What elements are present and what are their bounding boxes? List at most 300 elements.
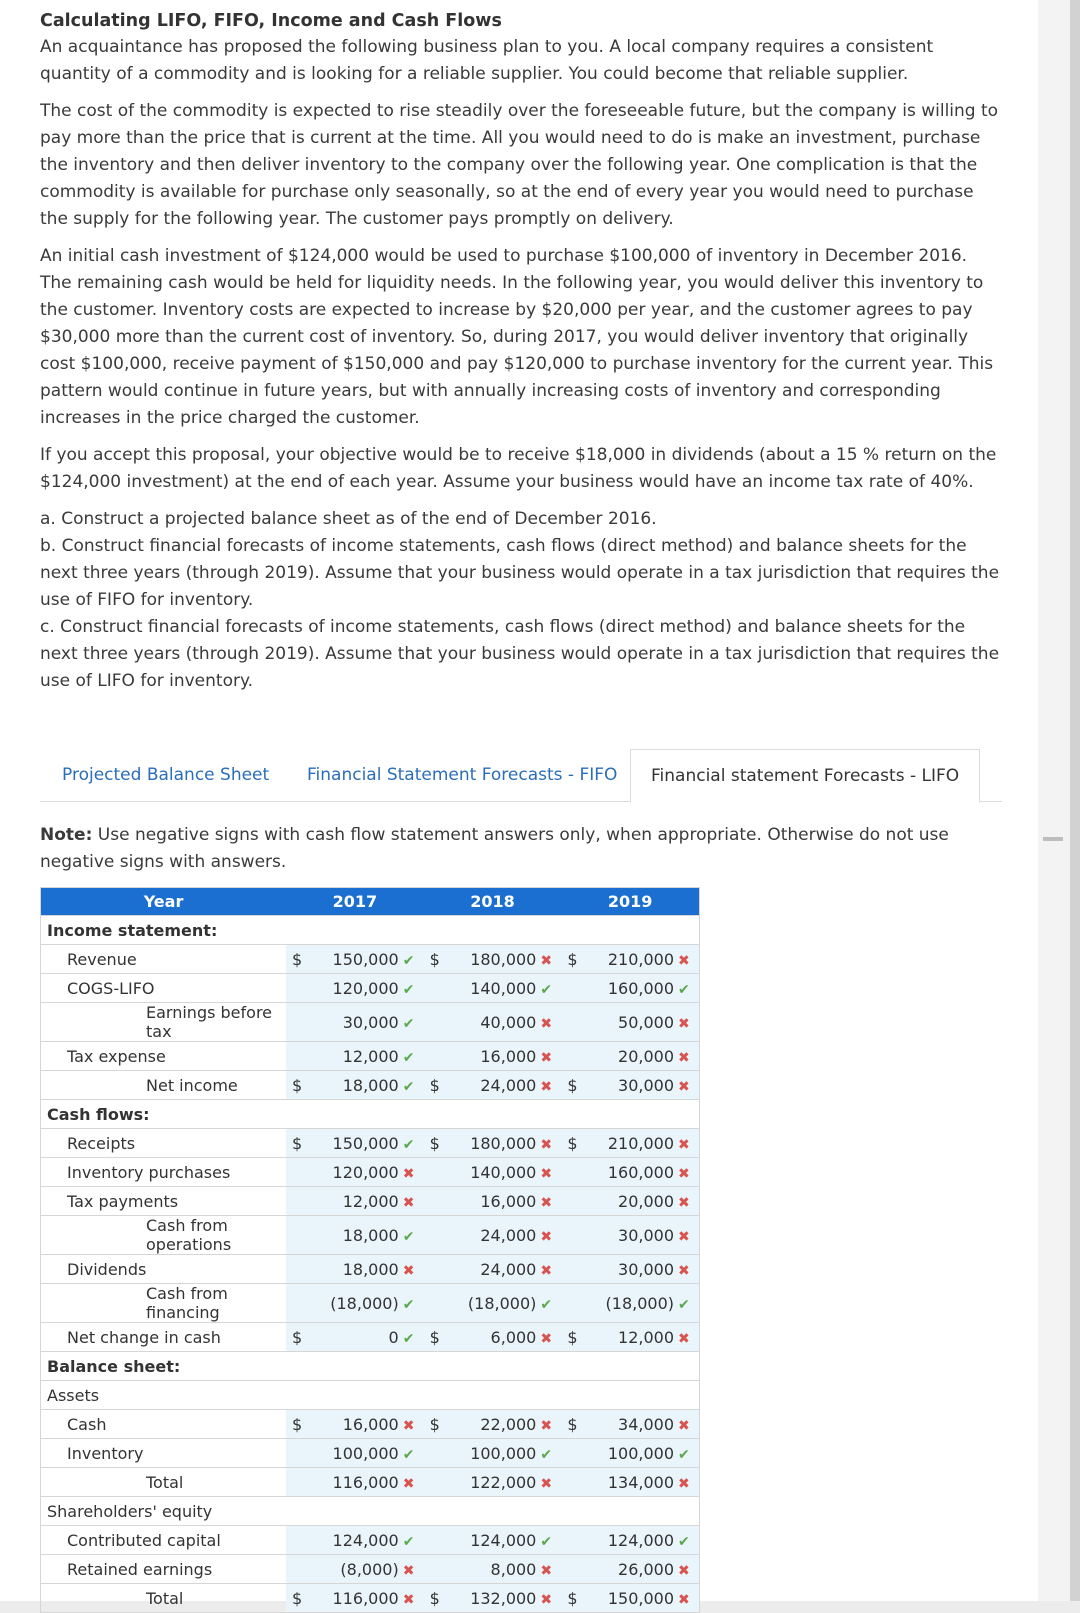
dollar-sign — [561, 974, 585, 1003]
incorrect-mark: ✖ — [678, 1015, 690, 1032]
incorrect-mark: ✖ — [402, 1475, 415, 1492]
cross-icon — [536, 1129, 561, 1158]
header-year-label: Year — [41, 888, 287, 916]
correct-mark: ✔ — [540, 1533, 553, 1550]
cross-icon — [674, 1410, 700, 1439]
row-label: Cash from operations — [41, 1216, 287, 1255]
incorrect-mark: ✖ — [540, 952, 553, 969]
answer-input[interactable]: 132,000 — [448, 1584, 537, 1613]
answer-input[interactable]: 160,000 — [585, 1158, 674, 1187]
table-row — [41, 1158, 700, 1187]
incorrect-mark: ✖ — [540, 1194, 553, 1211]
cross-icon — [399, 1584, 424, 1613]
check-icon — [399, 1526, 424, 1555]
dollar-sign: $ — [561, 1129, 585, 1158]
row-label: Contributed capital — [41, 1526, 287, 1555]
answer-input[interactable]: 140,000 — [448, 974, 537, 1003]
dollar-sign: $ — [424, 1410, 448, 1439]
row-label: COGS-LIFO — [41, 974, 287, 1003]
incorrect-mark: ✖ — [678, 1262, 690, 1279]
empty-cell — [448, 1497, 537, 1526]
row-label: Total — [41, 1468, 287, 1497]
check-icon — [536, 1526, 561, 1555]
correct-mark: ✔ — [678, 981, 690, 998]
dollar-sign: $ — [286, 1129, 310, 1158]
empty-cell — [286, 1100, 310, 1129]
answer-input[interactable]: 18,000 — [310, 1216, 399, 1255]
cross-icon — [536, 1003, 561, 1042]
incorrect-mark: ✖ — [540, 1228, 553, 1245]
table-row — [41, 1468, 700, 1497]
tab-forecasts-lifo[interactable]: Financial statement Forecasts - LIFO — [630, 749, 980, 803]
correct-mark: ✔ — [402, 1078, 415, 1095]
answer-input[interactable]: 0 — [310, 1323, 399, 1352]
cross-icon — [674, 1042, 700, 1071]
cross-icon — [536, 1410, 561, 1439]
header-year-2018: 2018 — [424, 888, 562, 916]
cross-icon — [674, 1216, 700, 1255]
answer-input[interactable]: 180,000 — [448, 1129, 537, 1158]
cross-icon — [399, 1158, 424, 1187]
table-row — [41, 916, 700, 945]
answer-input[interactable]: 20,000 — [585, 1187, 674, 1216]
cross-icon — [674, 1187, 700, 1216]
empty-cell — [536, 1381, 561, 1410]
incorrect-mark: ✖ — [402, 1262, 415, 1279]
table-row — [41, 1255, 700, 1284]
empty-cell — [310, 1352, 399, 1381]
dollar-sign: $ — [286, 1071, 310, 1100]
table-row — [41, 1003, 700, 1042]
answer-input[interactable]: 210,000 — [585, 1129, 674, 1158]
answer-input[interactable]: 34,000 — [585, 1410, 674, 1439]
dollar-sign — [286, 1255, 310, 1284]
cross-icon — [536, 1468, 561, 1497]
dollar-sign — [424, 974, 448, 1003]
tab-projected-balance-sheet[interactable]: Projected Balance Sheet — [62, 765, 270, 785]
incorrect-mark: ✖ — [402, 1591, 415, 1608]
incorrect-mark: ✖ — [678, 1562, 690, 1579]
empty-cell — [536, 1497, 561, 1526]
check-icon — [399, 1216, 424, 1255]
cross-icon — [674, 1158, 700, 1187]
empty-cell — [561, 1497, 585, 1526]
answer-input[interactable]: 24,000 — [448, 1255, 537, 1284]
empty-cell — [674, 1352, 700, 1381]
table-row — [41, 1439, 700, 1468]
empty-cell — [536, 1352, 561, 1381]
incorrect-mark: ✖ — [540, 1165, 553, 1182]
answer-input[interactable]: 150,000 — [310, 945, 399, 974]
cross-icon — [399, 1410, 424, 1439]
answer-input[interactable]: 24,000 — [448, 1216, 537, 1255]
check-icon — [399, 1129, 424, 1158]
check-icon — [674, 974, 700, 1003]
paragraph-4: If you accept this proposal, your objective would be to receive $18,000 in dividends (about a 15 % return on the $124,000 investment) at the end of each year. Assume your business would have an income tax rate of 40%. — [40, 445, 997, 492]
answer-input[interactable]: 26,000 — [585, 1555, 674, 1584]
cross-icon — [536, 1216, 561, 1255]
instruction-a: a. Construct a projected balance sheet as of the end of December 2016. — [40, 509, 657, 529]
table-row — [41, 1497, 700, 1526]
answer-input[interactable]: 30,000 — [585, 1216, 674, 1255]
dollar-sign — [561, 1555, 585, 1584]
dollar-sign — [286, 1468, 310, 1497]
dollar-sign — [424, 1216, 448, 1255]
empty-cell — [674, 1497, 700, 1526]
table-row — [41, 1071, 700, 1100]
answer-input[interactable]: 8,000 — [448, 1555, 537, 1584]
answer-input[interactable]: 140,000 — [448, 1158, 537, 1187]
empty-cell — [585, 916, 674, 945]
incorrect-mark: ✖ — [402, 1562, 415, 1579]
dollar-sign — [561, 1526, 585, 1555]
instruction-c: c. Construct financial forecasts of income statements, cash flows (direct method) and balance sheets for the next three years (through 2019). Assume that your business would operate in a tax jurisdiction that requires the use of LIFO for inventory. — [40, 617, 1000, 691]
answer-input[interactable]: 124,000 — [448, 1526, 537, 1555]
empty-cell — [585, 1381, 674, 1410]
correct-mark: ✔ — [540, 1446, 553, 1463]
empty-cell — [536, 1100, 561, 1129]
check-icon — [399, 1003, 424, 1042]
empty-cell — [310, 916, 399, 945]
answer-input[interactable]: 18,000 — [310, 1255, 399, 1284]
incorrect-mark: ✖ — [540, 1562, 553, 1579]
cross-icon — [536, 1584, 561, 1613]
empty-cell — [561, 916, 585, 945]
dollar-sign — [561, 1284, 585, 1323]
answer-input[interactable]: 16,000 — [448, 1187, 537, 1216]
cross-icon — [399, 1255, 424, 1284]
tab-forecasts-fifo[interactable]: Financial Statement Forecasts - FIFO — [307, 765, 618, 785]
table-row — [41, 1100, 700, 1129]
empty-cell — [286, 1497, 310, 1526]
answer-input[interactable]: 134,000 — [585, 1468, 674, 1497]
dollar-sign — [286, 1526, 310, 1555]
table-row — [41, 1381, 700, 1410]
incorrect-mark: ✖ — [678, 952, 690, 969]
question-body — [40, 8, 1000, 695]
correct-mark: ✔ — [402, 1049, 415, 1066]
incorrect-mark: ✖ — [678, 1591, 690, 1608]
correct-mark: ✔ — [678, 1296, 690, 1313]
dollar-sign — [286, 1042, 310, 1071]
correct-mark: ✔ — [402, 1228, 415, 1245]
row-label: Total — [41, 1584, 287, 1613]
answer-input[interactable]: 24,000 — [448, 1071, 537, 1100]
dollar-sign: $ — [286, 1410, 310, 1439]
correct-mark: ✔ — [402, 952, 415, 969]
answer-input[interactable]: 30,000 — [585, 1071, 674, 1100]
empty-cell — [424, 1352, 448, 1381]
note-text: Use negative signs with cash flow statement answers only, when appropriate. Otherwise do not use negative signs with answers. — [40, 825, 949, 872]
check-icon — [399, 1071, 424, 1100]
correct-mark: ✔ — [402, 1136, 415, 1153]
dollar-sign: $ — [561, 1323, 585, 1352]
check-icon — [399, 1042, 424, 1071]
correct-mark: ✔ — [402, 1296, 415, 1313]
answer-input[interactable]: 150,000 — [585, 1584, 674, 1613]
table-row — [41, 1352, 700, 1381]
empty-cell — [448, 1100, 537, 1129]
correct-mark: ✔ — [540, 1296, 553, 1313]
row-label: Assets — [41, 1381, 287, 1410]
empty-cell — [448, 916, 537, 945]
cross-icon — [536, 1255, 561, 1284]
answer-input[interactable]: 20,000 — [585, 1042, 674, 1071]
empty-cell — [399, 916, 424, 945]
dollar-sign: $ — [424, 1071, 448, 1100]
incorrect-mark: ✖ — [540, 1015, 553, 1032]
row-label: Cash — [41, 1410, 287, 1439]
dollar-sign — [424, 1468, 448, 1497]
paragraph-2: The cost of the commodity is expected to rise steadily over the foreseeable future, but the company is willing to pay more than the price that is current at the time. All you would need to do is make an investment, purchase the inventory and then deliver inventory to the company over the following year. One complication is that the commodity is available for purchase only seasonally, so at the end of every year you would need to purchase the supply for the following year. The customer pays promptly on delivery. — [40, 101, 999, 229]
incorrect-mark: ✖ — [540, 1078, 553, 1095]
instruction-b: b. Construct financial forecasts of income statements, cash flows (direct method) and balance sheets for the next three years (through 2019). Assume that your business would operate in a tax jurisdiction that requires the use of FIFO for inventory. — [40, 536, 1000, 610]
check-icon — [536, 1439, 561, 1468]
check-icon — [536, 1284, 561, 1323]
row-label: Net change in cash — [41, 1323, 287, 1352]
answer-input[interactable]: 30,000 — [310, 1003, 399, 1042]
empty-cell — [585, 1497, 674, 1526]
row-label: Inventory purchases — [41, 1158, 287, 1187]
financial-statement-table — [40, 887, 700, 1613]
answer-input[interactable]: 18,000 — [310, 1071, 399, 1100]
dollar-sign: $ — [286, 1323, 310, 1352]
answer-input[interactable]: 100,000 — [448, 1439, 537, 1468]
dollar-sign — [561, 1439, 585, 1468]
table-row — [41, 1555, 700, 1584]
dollar-sign — [561, 1042, 585, 1071]
cross-icon — [536, 1042, 561, 1071]
answer-input[interactable]: (18,000) — [585, 1284, 674, 1323]
table-row — [41, 1410, 700, 1439]
answer-input[interactable]: 150,000 — [310, 1129, 399, 1158]
empty-cell — [310, 1497, 399, 1526]
correct-mark: ✔ — [402, 981, 415, 998]
incorrect-mark: ✖ — [678, 1475, 690, 1492]
answer-input[interactable]: 30,000 — [585, 1255, 674, 1284]
cross-icon — [399, 1468, 424, 1497]
dollar-sign — [286, 1284, 310, 1323]
header-year-2019: 2019 — [561, 888, 699, 916]
cross-icon — [399, 1187, 424, 1216]
row-label: Tax payments — [41, 1187, 287, 1216]
table-row — [41, 1284, 700, 1323]
table-row — [41, 1584, 700, 1613]
dollar-sign: $ — [424, 1584, 448, 1613]
table-row — [41, 974, 700, 1003]
cross-icon — [674, 1584, 700, 1613]
correct-mark: ✔ — [540, 981, 553, 998]
cross-icon — [399, 1555, 424, 1584]
correct-mark: ✔ — [678, 1533, 690, 1550]
empty-cell — [424, 1497, 448, 1526]
empty-cell — [286, 916, 310, 945]
incorrect-mark: ✖ — [678, 1049, 690, 1066]
row-label: Shareholders' equity — [41, 1497, 287, 1526]
table-row — [41, 1129, 700, 1158]
check-icon — [399, 945, 424, 974]
cross-icon — [536, 945, 561, 974]
dollar-sign — [286, 974, 310, 1003]
incorrect-mark: ✖ — [402, 1417, 415, 1434]
check-icon — [399, 1439, 424, 1468]
answer-input[interactable]: 40,000 — [448, 1003, 537, 1042]
answer-input[interactable]: (18,000) — [448, 1284, 537, 1323]
incorrect-mark: ✖ — [540, 1330, 553, 1347]
answer-input[interactable]: 180,000 — [448, 945, 537, 974]
empty-cell — [561, 1100, 585, 1129]
dollar-sign — [424, 1003, 448, 1042]
cross-icon — [674, 945, 700, 974]
cross-icon — [536, 1187, 561, 1216]
note-prefix: Note: — [40, 825, 93, 845]
cross-icon — [536, 1158, 561, 1187]
empty-cell — [674, 1381, 700, 1410]
question-title: Calculating LIFO, FIFO, Income and Cash Flows — [40, 11, 502, 31]
right-rail — [1070, 0, 1080, 1601]
check-icon — [399, 974, 424, 1003]
row-label: Cash from financing — [41, 1284, 287, 1323]
correct-mark: ✔ — [402, 1015, 415, 1032]
empty-cell — [424, 916, 448, 945]
cross-icon — [674, 1555, 700, 1584]
check-icon — [536, 974, 561, 1003]
answer-input[interactable]: 116,000 — [310, 1584, 399, 1613]
empty-cell — [424, 1381, 448, 1410]
answer-input[interactable]: 100,000 — [585, 1439, 674, 1468]
cross-icon — [674, 1468, 700, 1497]
answer-input[interactable]: 120,000 — [310, 1158, 399, 1187]
answer-input[interactable]: 120,000 — [310, 974, 399, 1003]
dollar-sign — [286, 1158, 310, 1187]
incorrect-mark: ✖ — [678, 1228, 690, 1245]
answer-input[interactable]: 210,000 — [585, 945, 674, 974]
row-label: Balance sheet: — [41, 1352, 287, 1381]
dollar-sign — [286, 1216, 310, 1255]
empty-cell — [286, 1352, 310, 1381]
incorrect-mark: ✖ — [678, 1078, 690, 1095]
scrollbar-thumb[interactable] — [1043, 837, 1063, 841]
answer-input[interactable]: 22,000 — [448, 1410, 537, 1439]
answer-input[interactable]: 100,000 — [310, 1439, 399, 1468]
empty-cell — [399, 1497, 424, 1526]
answer-input[interactable]: 16,000 — [310, 1410, 399, 1439]
dollar-sign: $ — [561, 1410, 585, 1439]
dollar-sign — [286, 1003, 310, 1042]
answer-input[interactable]: (18,000) — [310, 1284, 399, 1323]
row-label: Cash flows: — [41, 1100, 287, 1129]
answer-input[interactable]: 50,000 — [585, 1003, 674, 1042]
empty-cell — [310, 1381, 399, 1410]
table-row — [41, 1526, 700, 1555]
incorrect-mark: ✖ — [540, 1475, 553, 1492]
row-label: Retained earnings — [41, 1555, 287, 1584]
answer-input[interactable]: 6,000 — [448, 1323, 537, 1352]
answer-input[interactable]: 124,000 — [585, 1526, 674, 1555]
correct-mark: ✔ — [402, 1533, 415, 1550]
answer-input[interactable]: 12,000 — [310, 1042, 399, 1071]
row-label: Receipts — [41, 1129, 287, 1158]
empty-cell — [448, 1352, 537, 1381]
cross-icon — [674, 1129, 700, 1158]
dollar-sign: $ — [286, 1584, 310, 1613]
empty-cell — [674, 1100, 700, 1129]
dollar-sign — [561, 1468, 585, 1497]
row-label: Net income — [41, 1071, 287, 1100]
empty-cell — [674, 916, 700, 945]
check-icon — [674, 1439, 700, 1468]
table-row — [41, 1042, 700, 1071]
cross-icon — [674, 1255, 700, 1284]
incorrect-mark: ✖ — [678, 1330, 690, 1347]
answer-input[interactable]: 16,000 — [448, 1042, 537, 1071]
incorrect-mark: ✖ — [678, 1136, 690, 1153]
check-icon — [399, 1323, 424, 1352]
dollar-sign: $ — [561, 1071, 585, 1100]
cross-icon — [536, 1071, 561, 1100]
tab-bar — [40, 749, 1002, 802]
dollar-sign — [561, 1003, 585, 1042]
incorrect-mark: ✖ — [540, 1262, 553, 1279]
table-row — [41, 1187, 700, 1216]
answer-input[interactable]: 12,000 — [310, 1187, 399, 1216]
incorrect-mark: ✖ — [678, 1194, 690, 1211]
empty-cell — [561, 1352, 585, 1381]
incorrect-mark: ✖ — [402, 1165, 415, 1182]
dollar-sign — [424, 1555, 448, 1584]
empty-cell — [399, 1352, 424, 1381]
check-icon — [674, 1284, 700, 1323]
check-icon — [399, 1284, 424, 1323]
dollar-sign — [286, 1187, 310, 1216]
answer-input[interactable]: 122,000 — [448, 1468, 537, 1497]
incorrect-mark: ✖ — [540, 1136, 553, 1153]
dollar-sign: $ — [561, 945, 585, 974]
cross-icon — [674, 1003, 700, 1042]
cross-icon — [674, 1071, 700, 1100]
answer-input[interactable]: (8,000) — [310, 1555, 399, 1584]
note — [40, 822, 980, 876]
dollar-sign: $ — [561, 1584, 585, 1613]
incorrect-mark: ✖ — [678, 1417, 690, 1434]
answer-input[interactable]: 124,000 — [310, 1526, 399, 1555]
answer-input[interactable]: 12,000 — [585, 1323, 674, 1352]
table-header-row — [41, 888, 700, 916]
incorrect-mark: ✖ — [540, 1417, 553, 1434]
correct-mark: ✔ — [402, 1446, 415, 1463]
dollar-sign — [561, 1158, 585, 1187]
answer-input[interactable]: 116,000 — [310, 1468, 399, 1497]
row-label: Revenue — [41, 945, 287, 974]
answer-input[interactable]: 160,000 — [585, 974, 674, 1003]
correct-mark: ✔ — [678, 1446, 690, 1463]
dollar-sign — [424, 1284, 448, 1323]
empty-cell — [585, 1352, 674, 1381]
empty-cell — [536, 916, 561, 945]
row-label: Dividends — [41, 1255, 287, 1284]
empty-cell — [585, 1100, 674, 1129]
dollar-sign — [286, 1555, 310, 1584]
table-row — [41, 1323, 700, 1352]
incorrect-mark: ✖ — [540, 1049, 553, 1066]
dollar-sign — [286, 1439, 310, 1468]
empty-cell — [448, 1381, 537, 1410]
dollar-sign — [424, 1255, 448, 1284]
dollar-sign — [561, 1255, 585, 1284]
dollar-sign — [424, 1526, 448, 1555]
cross-icon — [536, 1323, 561, 1352]
paragraph-1: An acquaintance has proposed the following business plan to you. A local company requires a consistent quantity of a commodity and is looking for a reliable supplier. You could become that reliable supplier. — [40, 37, 934, 84]
